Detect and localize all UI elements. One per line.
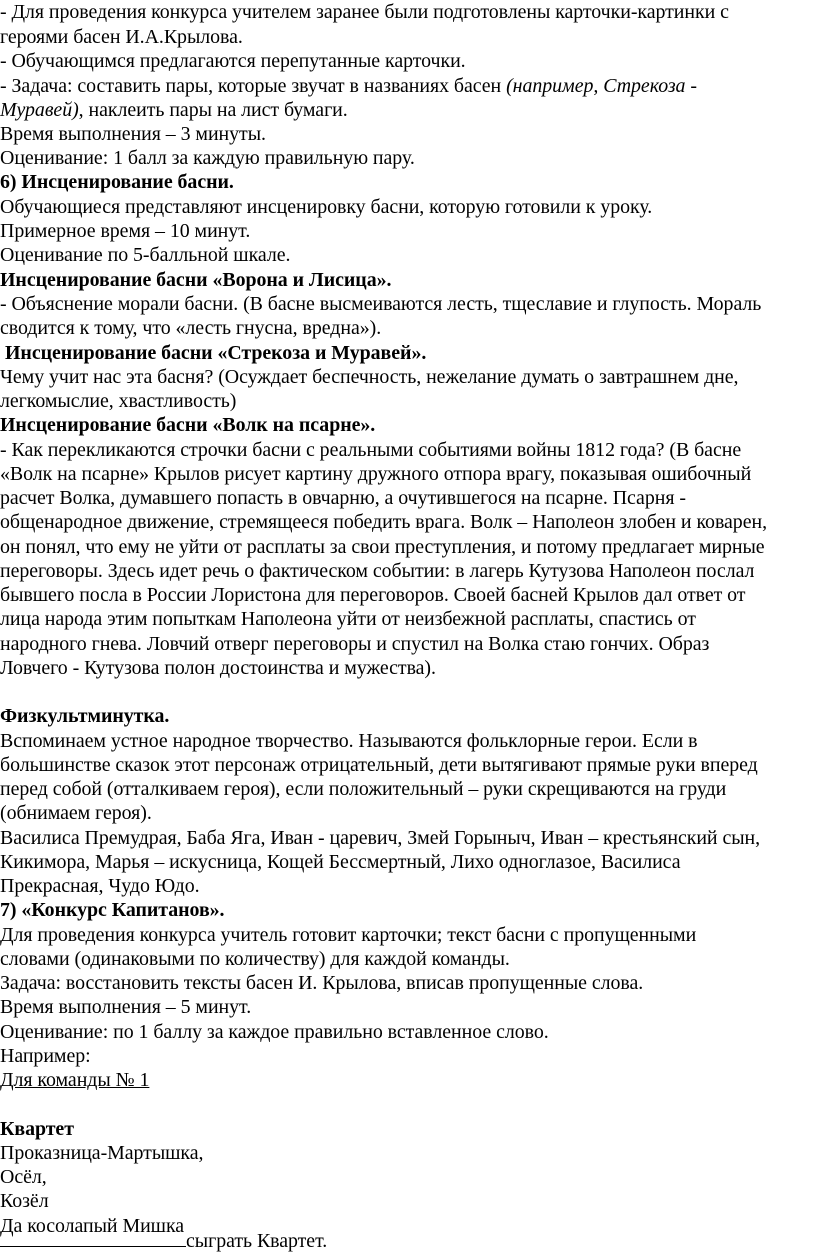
paragraph-line — [0, 98, 348, 123]
italic-example: (например, Стрекоза - — [506, 75, 697, 97]
paragraph-line: Вспоминаем устное народное творчество. Называются фольклорные герои. Если в — [0, 730, 698, 752]
paragraph-line: Оценивание по 5-балльной шкале. — [0, 244, 291, 266]
paragraph-line: Обучающиеся представляют инсценировку басни, которую готовили к уроку. — [0, 196, 653, 218]
fable-title: Квартет — [0, 1118, 74, 1140]
paragraph-line: бывшего посла в России Лористона для переговоров. Своей басней Крылов дал ответ от — [0, 584, 746, 606]
fable-line: Осёл, — [0, 1166, 47, 1188]
paragraph-line: словами (одинаковыми по количеству) для каждой команды. — [0, 948, 510, 970]
paragraph-line: переговоры. Здесь идет речь о фактическом событии: в лагерь Кутузова Наполеон послал — [0, 560, 755, 582]
section-heading: Физкультминутка. — [0, 705, 170, 727]
section-heading: 6) Инсценирование басни. — [0, 171, 234, 193]
paragraph-line: Время выполнения – 3 минуты. — [0, 123, 266, 145]
paragraph-line: - Для проведения конкурса учителем заранее были подготовлены карточки-картинки с — [0, 1, 729, 23]
paragraph-line: Для проведения конкурса учитель готовит карточки; текст басни с пропущенными — [0, 924, 697, 946]
fable-line: Проказница-Мартышка, — [0, 1142, 204, 1164]
paragraph-line: Кикимора, Марья – искусница, Кощей Бессмертный, Лихо одноглазое, Василиса — [0, 851, 681, 873]
paragraph-line: лица народа этим попыткам Наполеона уйти от неизбежной расплаты, спастись от — [0, 608, 696, 630]
paragraph-line: Чему учит нас эта басня? (Осуждает беспечность, нежелание думать о завтрашнем дне, — [0, 366, 739, 388]
fable-line: Да косолапый Мишка — [0, 1215, 185, 1237]
paragraph-line: Время выполнения – 5 минут. — [0, 996, 252, 1018]
paragraph-line: героями басен И.А.Крылова. — [0, 26, 243, 48]
subsection-heading: Инсценирование басни «Ворона и Лисица». — [0, 269, 392, 291]
paragraph-line: Прекрасная, Чудо Юдо. — [0, 875, 200, 897]
subsection-heading: Инсценирование басни «Стрекоза и Муравей». — [5, 342, 427, 364]
subsection-heading: Инсценирование басни «Волк на псарне». — [0, 414, 376, 436]
paragraph-line: Ловчего - Кутузова полон достоинства и мужества). — [0, 657, 436, 679]
italic-example: Муравей) — [0, 99, 79, 121]
paragraph-line: «Волк на псарне» Крылов рисует картину дружного отпора врагу, показывая ошибочный — [0, 463, 752, 485]
text-segment: , наклеить пары на лист бумаги. — [78, 99, 348, 121]
paragraph-line: Примерное время – 10 минут. — [0, 220, 251, 242]
paragraph-line: перед собой (отталкиваем героя), если положительный – руки скрещиваются на груди — [0, 778, 727, 800]
team-label: Для команды № 1 — [0, 1069, 150, 1091]
paragraph-line: (обнимаем героя). — [0, 802, 152, 824]
paragraph-line: Например: — [0, 1045, 91, 1067]
paragraph-line: Оценивание: по 1 баллу за каждое правильно вставленное слово. — [0, 1021, 549, 1043]
paragraph-line: Василиса Премудрая, Баба Яга, Иван - царевич, Змей Горыныч, Иван – крестьянский сын, — [0, 827, 761, 849]
text-segment: - Задача: составить пары, которые звучат в названиях басен — [0, 75, 507, 97]
paragraph-line: Задача: восстановить тексты басен И. Крылова, вписав пропущенные слова. — [0, 972, 644, 994]
paragraph-line — [0, 74, 697, 99]
fill-in-blank[interactable] — [0, 1229, 186, 1247]
paragraph-line: легкомыслие, хвастливость) — [0, 390, 237, 412]
paragraph-line: большинстве сказок этот персонаж отрицательный, дети вытягивают прямые руки вперед — [0, 754, 758, 776]
paragraph-line: общенародное движение, стремящееся победить врага. Волк – Наполеон злобен и коварен, — [0, 511, 767, 533]
fable-line: Козёл — [0, 1190, 49, 1212]
paragraph-line: - Объяснение морали басни. (В басне высмеиваются лесть, тщеславие и глупость. Мораль — [0, 293, 762, 315]
paragraph-line: - Обучающимся предлагаются перепутанные карточки. — [0, 50, 466, 72]
text-segment: сыграть Квартет. — [186, 1230, 328, 1252]
paragraph-line: народного гнева. Ловчий отверг переговоры и спустил на Волка стаю гончих. Образ — [0, 633, 710, 655]
fable-line-with-blank — [0, 1229, 327, 1253]
section-heading: 7) «Конкурс Капитанов». — [0, 899, 225, 921]
paragraph-line: сводится к тому, что «лесть гнусна, вредна»). — [0, 317, 382, 339]
paragraph-line: он понял, что ему не уйти от расплаты за свои преступления, и потому предлагает мирные — [0, 536, 765, 558]
paragraph-line: расчет Волка, думавшего попасть в овчарню, а очутившегося на псарне. Псарня - — [0, 487, 686, 509]
paragraph-line: Оценивание: 1 балл за каждую правильную пару. — [0, 147, 415, 169]
paragraph-line: - Как перекликаются строчки басни с реальными событиями войны 1812 года? (В басне — [0, 439, 742, 461]
